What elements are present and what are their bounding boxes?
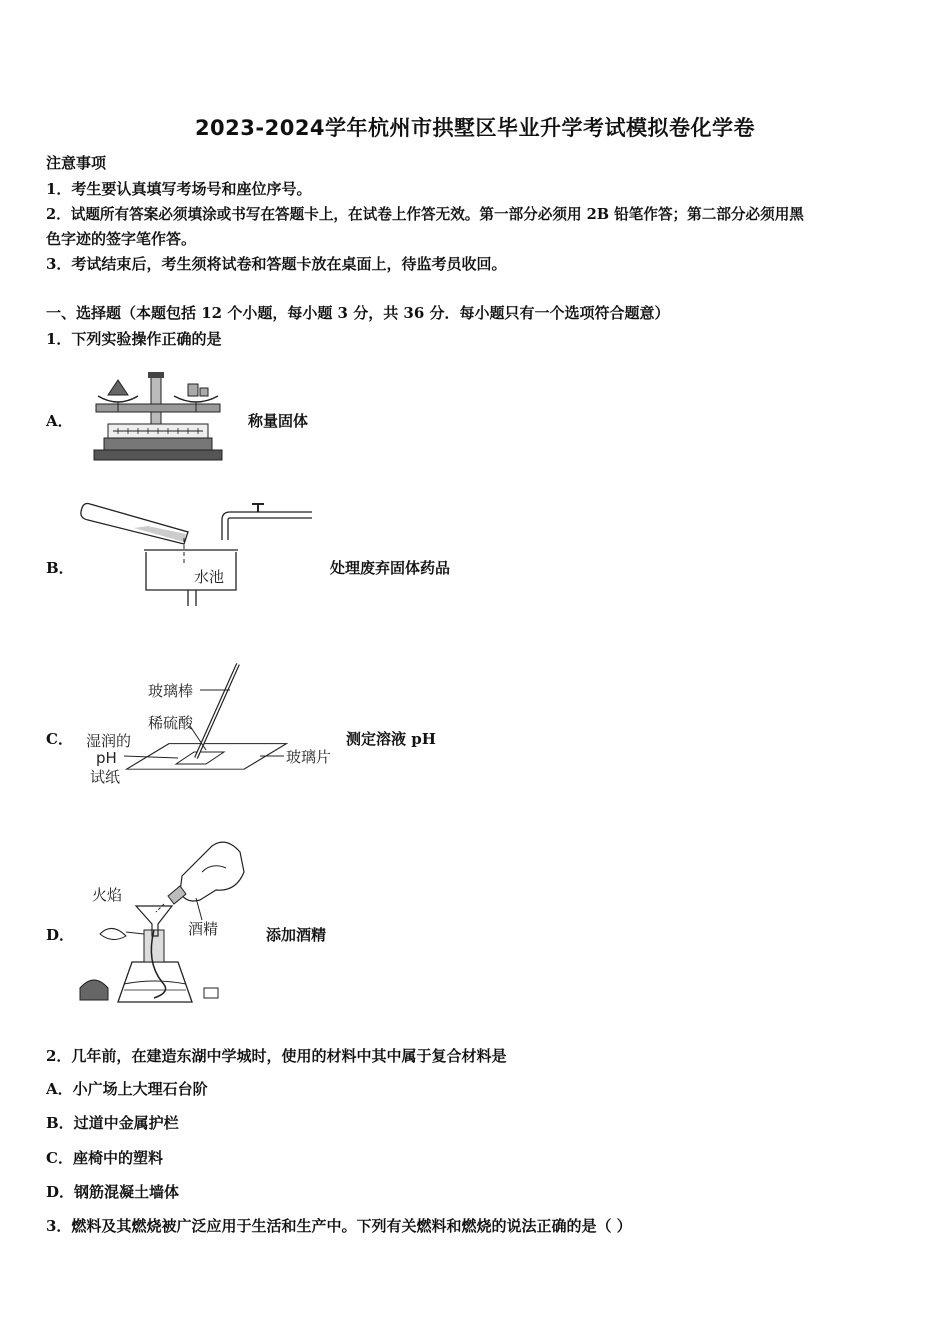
notice-heading: 注意事项 (46, 154, 107, 172)
ph-test-figure (84, 660, 346, 788)
notice-line-1: 1．考生要认真填写考场号和座位序号。 (46, 180, 312, 198)
notice-line-3: 色字迹的签字笔作答。 (46, 230, 197, 248)
sink-disposal-figure (76, 494, 316, 610)
notice-line-4: 3．考试结束后，考生须将试卷和答题卡放在桌面上，待监考员收回。 (46, 255, 507, 273)
q2-option-c: C．座椅中的塑料 (46, 1149, 163, 1167)
section-heading: 一、选择题（本题包括 12 个小题，每小题 3 分，共 36 分．每小题只有一个选项符合题意） (46, 304, 670, 322)
balance-scale-figure (88, 368, 228, 464)
q1-option-b-letter: B． (46, 559, 74, 577)
sulfuric-acid-label: 稀硫酸 (148, 714, 194, 732)
notice-line-2: 2．试题所有答案必须填涂或书写在答题卡上，在试卷上作答无效。第一部分必须用 2B 铅笔作答；第二部分必须用黑 (46, 206, 804, 223)
alcohol-lamp-figure (76, 832, 252, 1008)
page-title: 2023-2024学年杭州市拱墅区毕业升学考试模拟卷化学卷 (194, 116, 756, 140)
alcohol-label: 酒精 (188, 920, 219, 938)
q2-option-d: D．钢筋混凝土墙体 (46, 1183, 180, 1201)
test-paper-label: 试纸 (90, 768, 121, 786)
q2-option-b: B．过道中金属护栏 (46, 1114, 179, 1132)
q1-option-a-letter: A． (46, 412, 73, 430)
q1-option-c-caption: 测定溶液 pH (346, 730, 436, 748)
wet-label: 湿润的 (86, 732, 132, 750)
q2-option-a: A．小广场上大理石台阶 (46, 1080, 208, 1098)
q1-option-d-caption: 添加酒精 (266, 926, 327, 944)
question-3-stem: 3．燃料及其燃烧被广泛应用于生活和生产中。下列有关燃料和燃烧的说法正确的是（ ） (46, 1217, 632, 1235)
sink-label: 水池 (194, 568, 225, 586)
q1-option-b-caption: 处理废弃固体药品 (330, 559, 451, 577)
ph-label: pH (96, 749, 117, 767)
glass-plate-label: 玻璃片 (286, 748, 332, 766)
q1-option-a-caption: 称量固体 (248, 412, 309, 430)
q1-option-c-letter: C． (46, 730, 73, 748)
q1-option-d-letter: D． (46, 926, 75, 944)
question-1-stem: 1．下列实验操作正确的是 (46, 330, 222, 348)
question-2-stem: 2．几年前，在建造东湖中学城时，使用的材料中其中属于复合材料是 (46, 1047, 507, 1065)
flame-label: 火焰 (92, 886, 123, 904)
glass-rod-label: 玻璃棒 (148, 682, 194, 700)
